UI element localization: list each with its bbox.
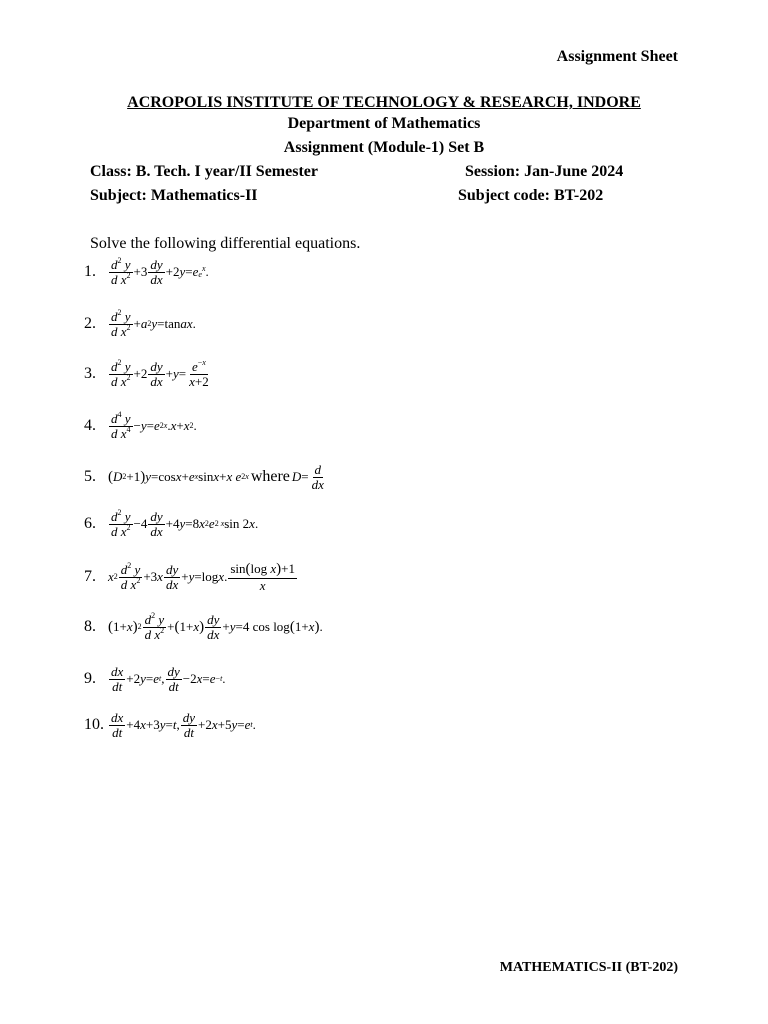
- question-5: [84, 463, 327, 491]
- question-number: 10.: [84, 716, 104, 734]
- question-number: 4.: [84, 417, 96, 435]
- equation: $\frac{d^2 y}{d x^2}$ + a 2 y =tan ax .: [111, 308, 196, 339]
- question-number: 2.: [84, 315, 96, 333]
- equation: ( D 2 +1 ) y =cos x + e x sin x + x e 2x where D = $\frac{d}{dx}$: [108, 462, 324, 492]
- question-number: 9.: [84, 670, 96, 688]
- equation: $\frac{dx}{dt}$ +2 y = e t , $\frac{dy}{dt}$ −2 x = e −t .: [111, 664, 226, 694]
- subject-info: Subject: Mathematics-II: [90, 187, 258, 204]
- question-7: [84, 562, 298, 592]
- session-info: Session: Jan-June 2024: [465, 163, 624, 180]
- subject-code: Subject code: BT-202: [458, 187, 604, 204]
- equation: $\frac{dx}{dt}$ +4 x +3 y = t , $\frac{dy}{dt}$ +2 x +5 y = e t .: [111, 710, 256, 740]
- institute-title: ACROPOLIS INSTITUTE OF TECHNOLOGY & RESEARCH, INDORE: [127, 94, 641, 111]
- question-8: [84, 613, 323, 641]
- question-number: 3.: [84, 365, 96, 383]
- question-1: [84, 258, 209, 286]
- department-name: Department of Mathematics: [287, 115, 481, 132]
- equation: x 2 $\frac{d^2 y}{d x^2}$ +3 x $\frac{dy}{dx}$ + y =log x . $\frac{\text{sin(log x)+1}}{x}$: [108, 561, 295, 593]
- question-number: 6.: [84, 515, 96, 533]
- question-10: [84, 711, 256, 739]
- question-4: [84, 412, 197, 440]
- equation: $\frac{d^2 y}{d x^2}$ +2 $\frac{dy}{dx}$ + y = $\frac{e^{-x}}{x+2}$: [111, 358, 209, 389]
- footer-subject: MATHEMATICS-II (BT-202): [499, 960, 678, 975]
- question-number: 8.: [84, 618, 96, 636]
- equation: $\frac{d^4 y}{d x^4}$ − y = e 2x . x + x 2 .: [111, 410, 197, 441]
- question-number: 5.: [84, 468, 96, 486]
- where-word: where: [250, 468, 290, 486]
- question-6: [84, 510, 258, 538]
- equation: $\frac{d^2 y}{d x^2}$ −4 $\frac{dy}{dx}$ +4 y =8 x 2 e 2 x sin 2 x .: [111, 508, 259, 539]
- assignment-title: Assignment (Module-1) Set B: [283, 139, 485, 156]
- question-2: [84, 310, 196, 338]
- question-9: [84, 665, 226, 693]
- equation: ( 1+ x ) 2 $\frac{d^2 y}{d x^2}$ + ( 1+ x ) $\frac{dy}{dx}$ + y =4 cos log ( 1+ x ) .: [108, 611, 323, 642]
- question-number: 1.: [84, 263, 96, 281]
- question-number: 7.: [84, 568, 96, 586]
- question-3: [84, 360, 212, 388]
- equation: $\frac{d^2 y}{d x^2}$ +3 $\frac{dy}{dx}$ +2 y = e $e^x$ .: [111, 256, 209, 287]
- class-info: Class: B. Tech. I year/II Semester: [90, 163, 318, 180]
- instruction-text: Solve the following differential equations.: [90, 235, 361, 252]
- assignment-sheet-label: Assignment Sheet: [556, 48, 678, 65]
